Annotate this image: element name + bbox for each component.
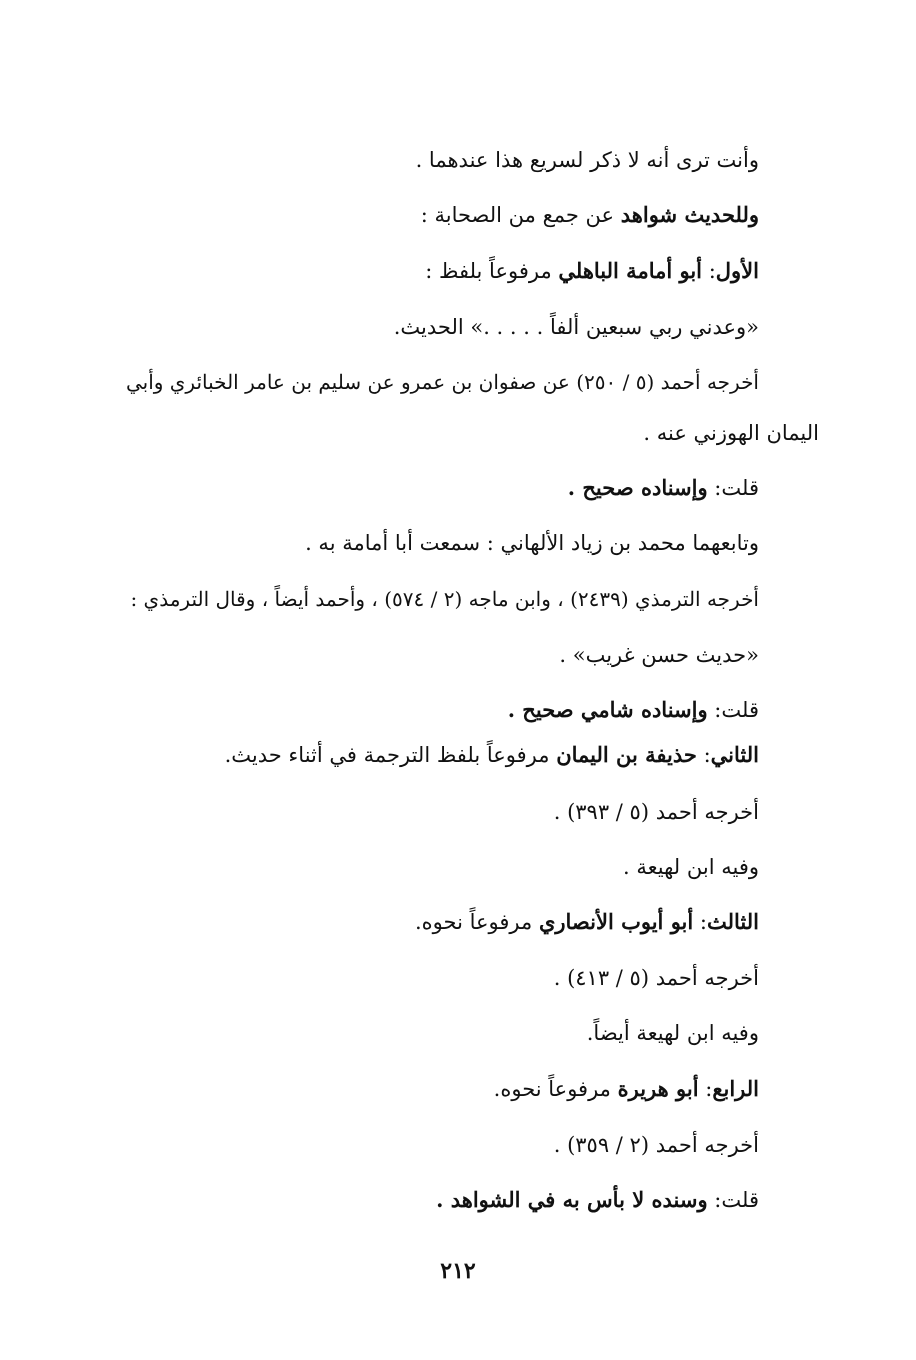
text-segment: وفيه ابن لهيعة .: [623, 855, 759, 879]
text-line: [568, 473, 759, 503]
text-segment: :: [698, 1077, 713, 1101]
text-line: [554, 1130, 759, 1160]
text-segment: أخرجه أحمد (٥ / ٢٥٠) عن صفوان بن عمرو عن سليم بن عامر الخبائري وأبي: [125, 370, 759, 394]
text-segment: اليمان الهوزني عنه .: [643, 421, 819, 445]
text-segment: أخرجه أحمد (٥ / ٤١٣) .: [553, 966, 759, 990]
text-segment: أبو هريرة: [617, 1076, 699, 1101]
text-segment: أخرجه أحمد (٢ / ٣٥٩) .: [553, 1133, 759, 1157]
text-segment: :: [696, 743, 711, 767]
text-line: [305, 528, 759, 558]
text-segment: :: [702, 259, 716, 283]
text-line: [126, 367, 759, 397]
text-segment: حذيفة بن اليمان: [556, 742, 697, 767]
text-line: [436, 1185, 759, 1215]
text-segment: وإسناده صحيح .: [567, 475, 708, 500]
text-segment: وتابعهما محمد بن زياد الألهاني : سمعت أبا أمامة به .: [305, 531, 759, 555]
page-number: ٢١٢: [440, 1258, 476, 1284]
text-segment: قلت:: [707, 698, 759, 722]
text-line: [415, 907, 759, 937]
text-line: [421, 200, 759, 230]
text-segment: أبو أمامة الباهلي: [558, 258, 703, 283]
text-line: [559, 640, 759, 670]
text-segment: وللحديث شواهد: [620, 202, 759, 227]
text-line: [416, 145, 759, 175]
text-segment: وإسناده شامي صحيح .: [507, 697, 708, 722]
text-segment: أخرجه أحمد (٥ / ٣٩٣) .: [553, 800, 759, 824]
text-segment: «حديث حسن غريب» .: [559, 643, 759, 667]
text-line: [643, 418, 819, 448]
text-line: [508, 695, 759, 725]
text-line: [130, 584, 759, 614]
text-segment: وسنده لا بأس به في الشواهد .: [436, 1187, 708, 1212]
text-segment: :: [693, 910, 707, 934]
text-segment: قلت:: [707, 476, 759, 500]
text-segment: مرفوعاً نحوه.: [415, 910, 539, 934]
text-segment: الأول: [715, 258, 759, 283]
text-segment: وأنت ترى أنه لا ذكر لسريع هذا عندهما .: [415, 148, 759, 172]
text-segment: أخرجه الترمذي (٢٤٣٩) ، وابن ماجه (٢ / ٥٧٤) ، وأحمد أيضاً ، وقال الترمذي :: [130, 587, 759, 611]
text-segment: مرفوعاً بلفظ الترجمة في أثناء حديث.: [224, 743, 557, 767]
text-line: [587, 1018, 759, 1048]
text-segment: عن جمع من الصحابة :: [420, 203, 621, 227]
text-segment: مرفوعاً بلفظ :: [425, 259, 559, 283]
text-line: [225, 740, 759, 770]
text-segment: الرابع: [712, 1076, 759, 1101]
text-line: [394, 312, 759, 342]
text-line: [494, 1074, 759, 1104]
text-segment: الثالث: [707, 909, 759, 934]
text-segment: مرفوعاً نحوه.: [493, 1077, 618, 1101]
text-line: [623, 852, 759, 882]
text-line: [554, 797, 759, 827]
text-segment: وفيه ابن لهيعة أيضاً.: [586, 1021, 759, 1045]
text-segment: «وعدني ربي سبعين ألفاً . . . . .» الحديث.: [393, 315, 759, 339]
text-segment: قلت:: [707, 1188, 759, 1212]
text-segment: أبو أيوب الأنصاري: [538, 909, 694, 934]
text-line: [425, 256, 759, 286]
text-line: [554, 963, 759, 993]
text-segment: الثاني: [710, 742, 759, 767]
